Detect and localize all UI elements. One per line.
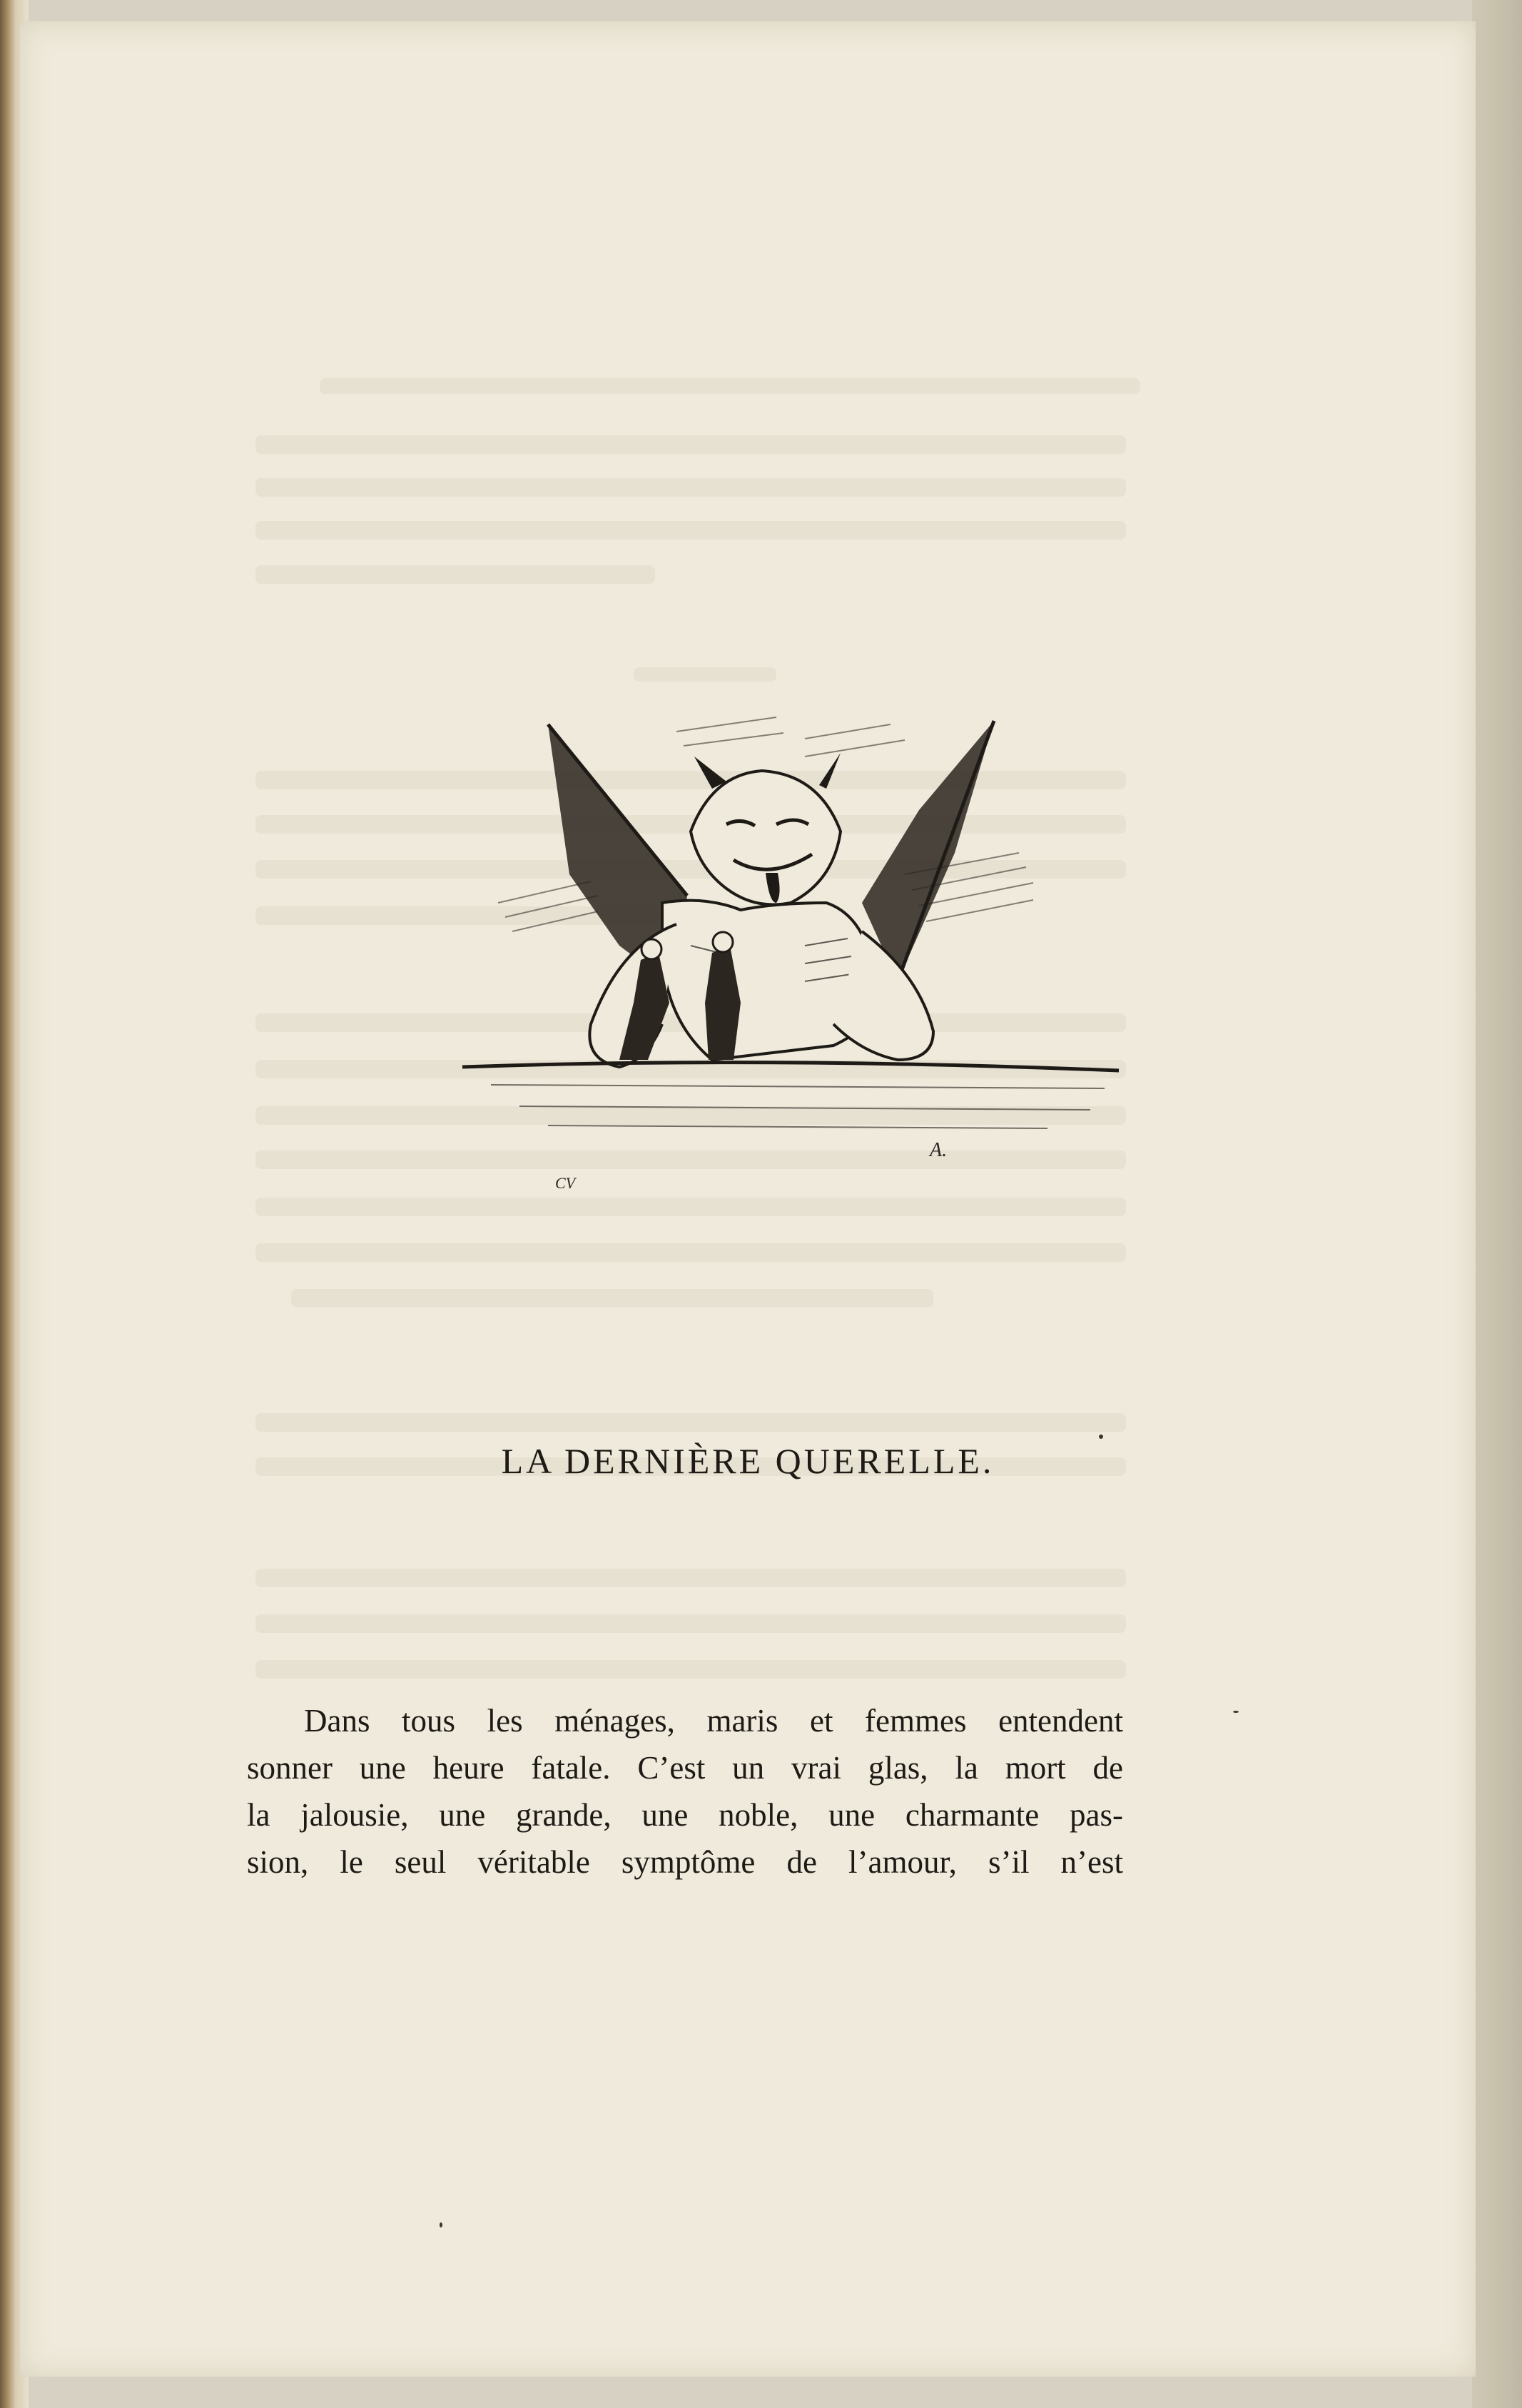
devil-puppeteer-engraving-icon: [405, 689, 1147, 1203]
body-paragraph: [247, 1697, 1123, 1886]
body-line-3: la jalousie, une grande, une noble, une charmante pas-: [247, 1797, 1123, 1833]
body-line-1: Dans tous les ménages, maris et femmes entendent: [304, 1703, 1123, 1739]
ink-speck: [1099, 1435, 1103, 1439]
book-page: [20, 21, 1476, 2377]
ink-speck: [440, 2222, 442, 2227]
ink-speck: [1233, 1711, 1239, 1713]
body-line-4: sion, le seul véritable symptôme de l’amour, s’il n’est: [247, 1844, 1123, 1880]
illustration-signature-left: CV: [555, 1174, 576, 1192]
page-edge: [1472, 0, 1522, 2408]
chapter-title: LA DERNIÈRE QUERELLE.: [501, 1441, 995, 1481]
body-line-2: sonner une heure fatale. C’est un vrai glas, la mort de: [247, 1750, 1123, 1786]
illustration-signature-right: A.: [930, 1139, 948, 1161]
